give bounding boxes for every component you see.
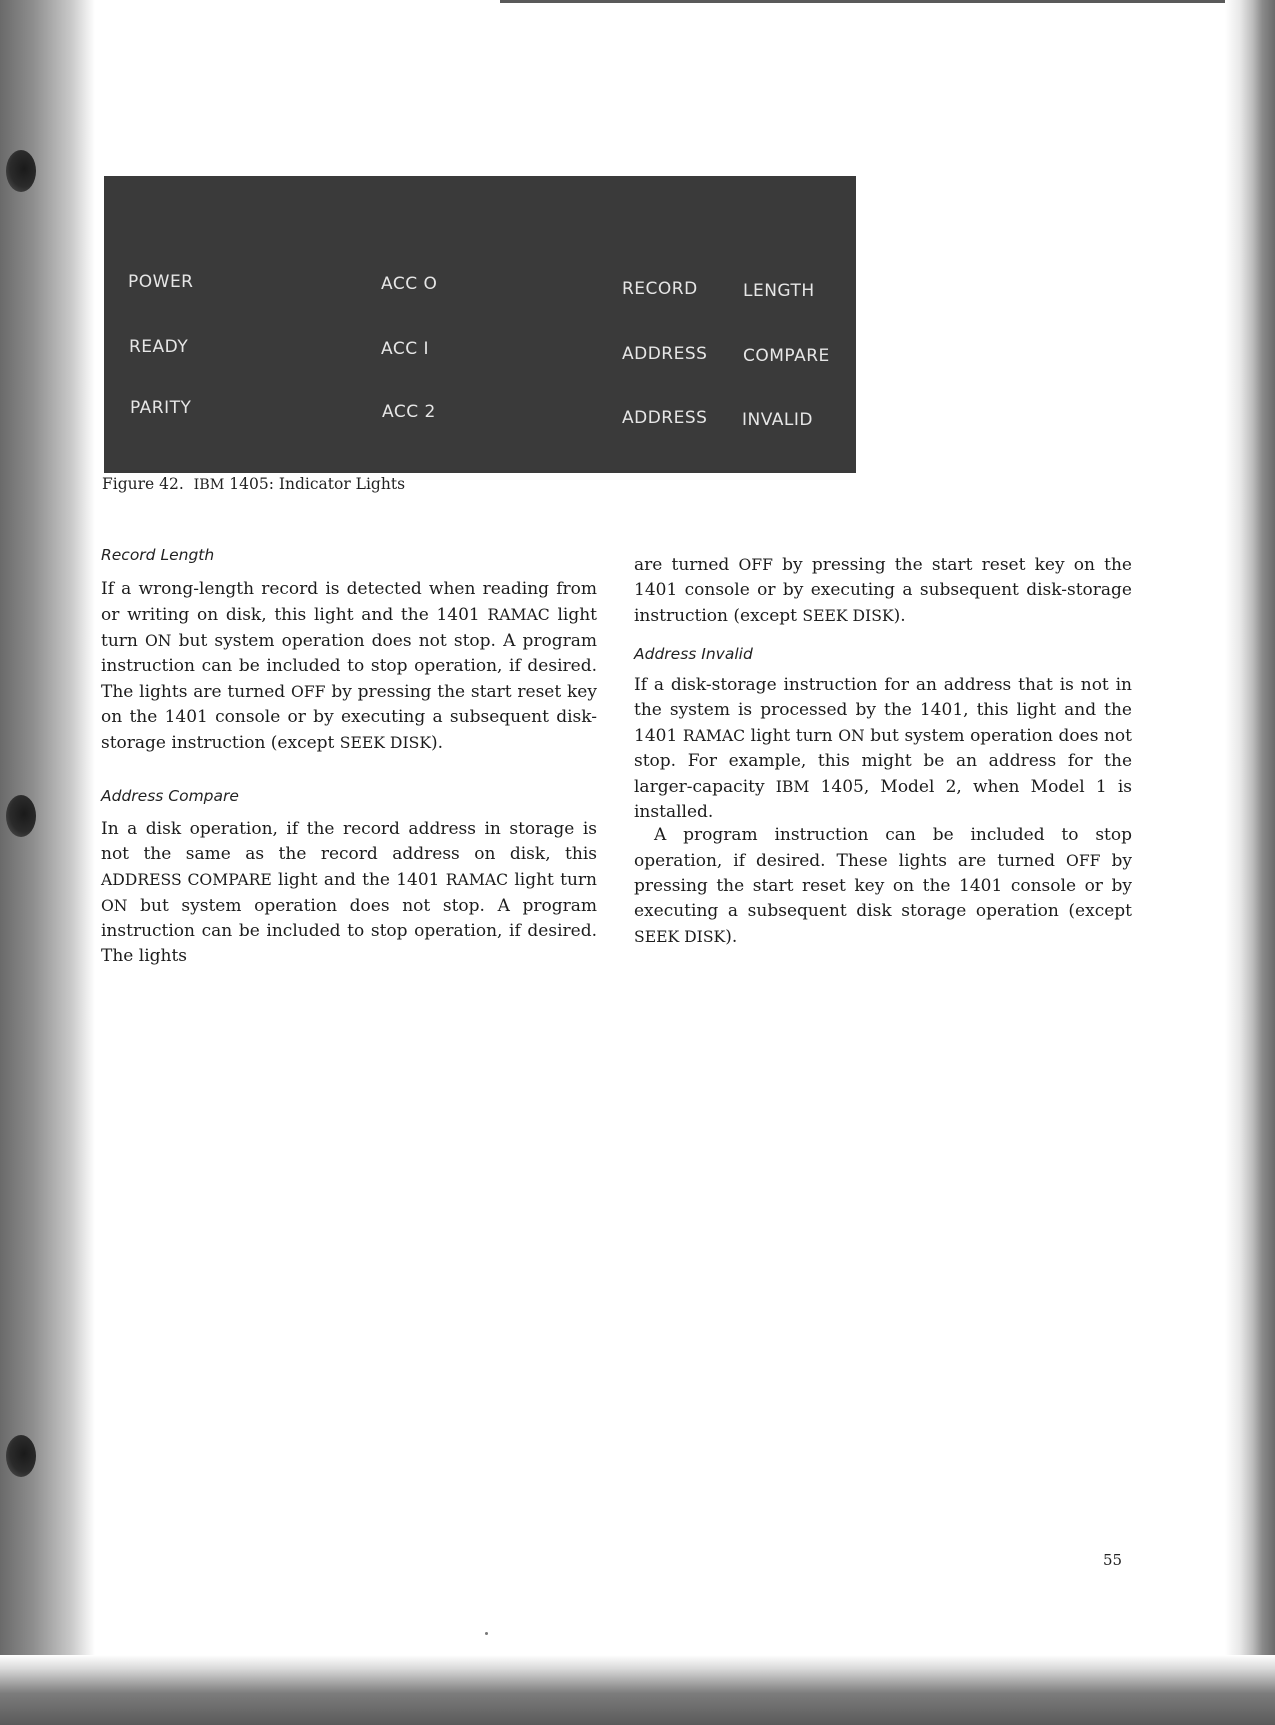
indicator-acc-2: ACC 2	[382, 402, 436, 422]
caption-prefix: Figure 42.	[102, 475, 184, 493]
heading-address-compare: Address Compare	[101, 787, 239, 805]
paragraph-record-length: If a wrong-length record is detected when reading from or writing on disk, this light and the 1401 RAMAC light turn ON but system operation does not stop. A program instruction can be included to stop operation, if desired. The lights are turned OFF by pressing the start reset key on the 1401 console or by executing a subsequent disk-storage instruction (except SEEK DISK).	[101, 579, 597, 753]
indicator-lights-panel	[104, 176, 856, 473]
figure-caption	[102, 475, 405, 493]
indicator-address-invalid-1: ADDRESS	[622, 408, 708, 428]
scan-speck	[485, 1632, 488, 1635]
caption-ibm: IBM	[193, 477, 225, 493]
indicator-compare: COMPARE	[743, 346, 830, 366]
paragraph-address-invalid-2: A program instruction can be included to stop operation, if desired. These lights are turned OFF by pressing the start reset key on the 1401 console or by executing a subsequent disk storage operation (except SEEK DISK).	[634, 825, 1133, 947]
punch-hole-top	[6, 150, 36, 192]
page-top-edge	[500, 0, 1240, 3]
indicator-ready: READY	[129, 337, 189, 357]
heading-record-length: Record Length	[101, 546, 215, 564]
indicator-invalid: INVALID	[742, 410, 813, 430]
indicator-address-compare-1: ADDRESS	[622, 344, 708, 364]
indicator-record: RECORD	[622, 279, 698, 299]
paragraph-address-compare: In a disk operation, if the record address in storage is not the same as the record address on disk, this ADDRESS COMPARE light and the 1401 RAMAC light turn ON but system operation does not stop. A program instruction can be included to stop operation, if desired. The lights	[101, 819, 598, 966]
indicator-power: POWER	[128, 272, 194, 292]
indicator-parity: PARITY	[130, 398, 192, 418]
page-bottom-edge	[0, 1655, 1275, 1725]
page-right-edge	[1225, 0, 1275, 1725]
page-number: 55	[1103, 1551, 1123, 1569]
indicator-length: LENGTH	[743, 281, 815, 301]
paragraph-address-invalid-1: If a disk-storage instruction for an address that is not in the system is processed by the 1401, this light and the 1401 RAMAC light turn ON but system operation does not stop. For example, this might be an address for the larger-capacity IBM 1405, Model 2, when Model 1 is installed.	[634, 675, 1132, 822]
paragraph-continuation: are turned OFF by pressing the start reset key on the 1401 console or by executing a subsequent disk-storage instruction (except SEEK DISK).	[634, 555, 1132, 626]
heading-address-invalid: Address Invalid	[634, 645, 753, 663]
caption-text: 1405: Indicator Lights	[229, 475, 406, 493]
indicator-acc-0: ACC O	[381, 274, 438, 294]
punch-hole-middle	[6, 795, 36, 837]
punch-hole-bottom	[6, 1435, 36, 1477]
indicator-acc-1: ACC I	[381, 339, 429, 359]
